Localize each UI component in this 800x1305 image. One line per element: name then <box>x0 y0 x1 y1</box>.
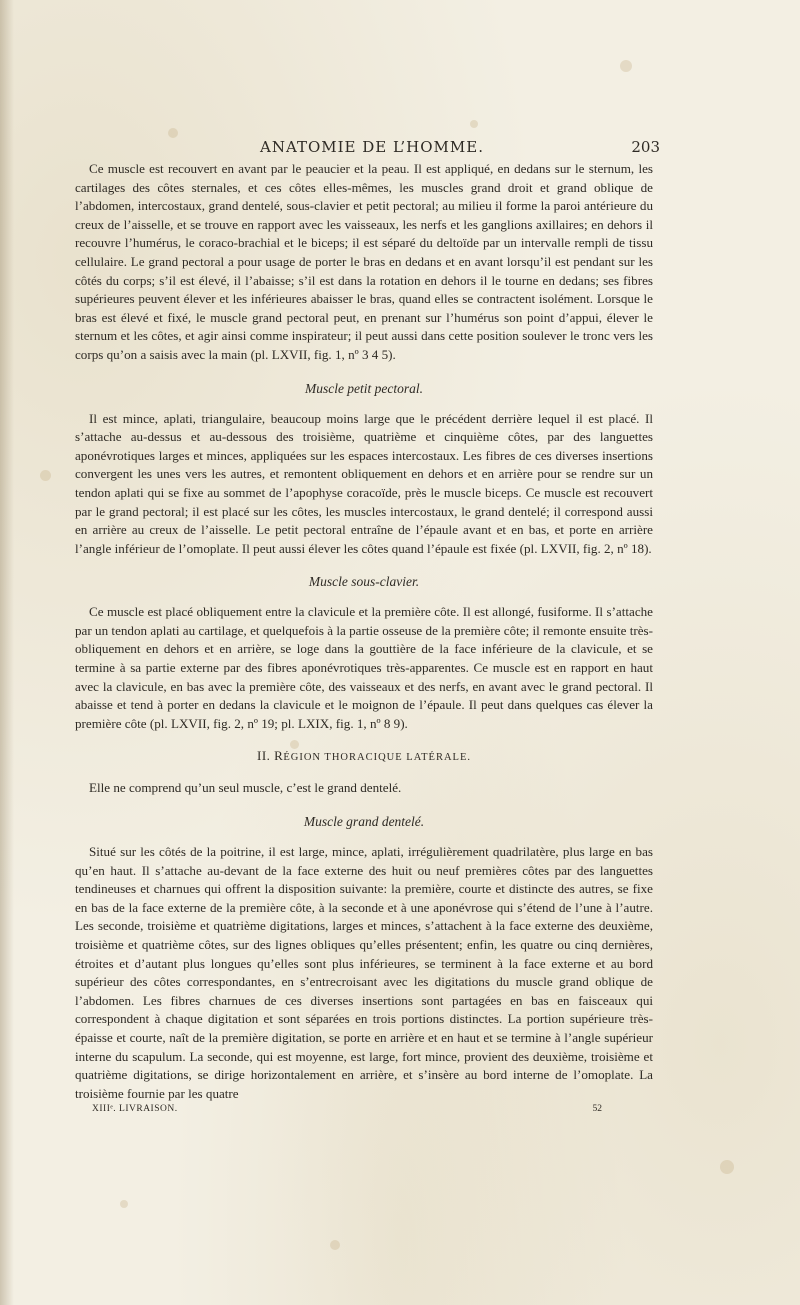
paragraph-petit-pectoral: Il est mince, aplati, triangulaire, beaucoup moins large que le précédent derrière lequel il est placé. Il s’attache au-dessus et au-dessous des troisième, quatrième et cinquième côtes, par des languettes aponévrotiques larges et minces, appliquées sur les espaces intercostaux. Les fibres de ces diverses insertions convergent les unes vers les autres, et remontent obliquement en dehors et en arrière pour se rendre sur un tendon aplati qui se fixe au sommet de l’apophyse coracoïde, près le muscle biceps. Ce muscle est recouvert par le grand pectoral; il est placé sur les côtes, les muscles intercostaux, le grand dentelé; il correspond aussi en arrière au creux de l’aisselle. Le petit pectoral entraîne de l’épaule avant et en bas, et porte en arrière l’angle inférieur de l’omoplate. Il peut aussi élever les côtes quand l’épaule est fixée (pl. LXVII, fig. 2, nº 18). <box>75 410 653 556</box>
livraison-mark: XIIIᵉ. LIVRAISON. <box>92 1104 178 1114</box>
signature-mark: 52 <box>592 1104 602 1114</box>
heading-region-smallcaps: ÉGION THORACIQUE LATÉRALE. <box>283 752 471 764</box>
paragraph-grand-pectoral-relations: Ce muscle est recouvert en avant par le peaucier et la peau. Il est appliqué, en dedans sur le sternum, les cartilages des côtes sternales, et ces côtes elles-mêmes, les muscles grand droit et grand oblique de l’abdomen, intercostaux, grand dentelé, sous-clavier et petit pectoral; au milieu il forme la paroi antérieure du creux de l’aisselle, et se trouve en rapport avec les vaisseaux, les nerfs et les ganglions axillaires; en dehors il recouvre l’humérus, le coraco-brachial et le biceps; il est séparé du deltoïde par un intervalle rempli de tissu cellulaire. Le grand pectoral a pour usage de porter le bras en dedans et en avant lorsqu’il est pendant sur les côtés du corps; s’il est élevé, il l’abaisse; s’il est dans la rotation en dehors il le tourne en dedans; ses fibres supérieures peuvent élever et les inférieures abaisser le bras, quand elles se contractent isolément. Lorsque le bras est élevé et fixé, le muscle grand pectoral peut, en prenant sur l’humérus son point d’appui, élever le sternum et les côtes, et agir ainsi comme inspirateur; il peut aussi dans cette position soulever le tronc vers les corps qu’on a saisis avec la main (pl. LXVII, fig. 1, nº 3 4 5). <box>75 161 653 362</box>
heading-petit-pectoral: Muscle petit pectoral. <box>304 380 424 396</box>
heading-sous-clavier: Muscle sous-clavier. <box>308 574 420 590</box>
running-title: ANATOMIE DE L’HOMME. <box>260 138 484 156</box>
foxing-spot <box>40 470 51 481</box>
foxing-spot <box>470 120 478 128</box>
foxing-spot <box>120 1200 128 1208</box>
foxing-spot <box>168 128 178 138</box>
foxing-spot <box>620 60 632 72</box>
heading-region-thoracique-laterale <box>75 747 653 767</box>
foxing-spot <box>720 1160 734 1174</box>
paragraph-region-intro: Elle ne comprend qu’un seul muscle, c’est le grand dentelé. <box>89 780 402 796</box>
main-text <box>75 160 653 1103</box>
heading-region-prefix: II. R <box>256 748 284 764</box>
page-number: 203 <box>631 138 660 156</box>
page-header <box>70 138 660 160</box>
paragraph-sous-clavier: Ce muscle est placé obliquement entre la clavicule et la première côte. Il est allongé, fusiforme. Il s’attache par un tendon aplati au cartilage, et quelquefois à la partie osseuse de la première côte; il remonte ensuite très-obliquement en dehors et en arrière, se loge dans la gouttière de la face inférieure de la clavicule, et se termine à sa partie externe par des fibres aponévrotiques très-apparentes. Ce muscle est en rapport en haut avec la clavicule, en bas avec la première côte, des vaisseaux et des nerfs, en avant avec le grand pectoral. Il abaisse et tend à porter en dedans la clavicule et le moignon de l’épaule. Il peut dans quelques cas élever la première côte (pl. LXVII, fig. 2, nº 19; pl. LXIX, fig. 1, nº 8 9). <box>75 604 653 731</box>
paragraph-grand-dentele: Situé sur les côtés de la poitrine, il est large, mince, aplati, irrégulièrement quadrilatère, plus large en bas qu’en haut. Il s’attache au-devant de la face externe des huit ou neuf premières côtes par des languettes tendineuses et charnues qui offrent la disposition suivante: la première, courte et distincte des autres, se fixe en bas de la face externe de la première côte, à la seconde et à une aponévrose qui s’étend de l’une à l’autre. Les seconde, troisième et quatrième digitations, larges et minces, s’attachent à la face externe des deuxième, troisième et quatrième côtes, sur des lignes obliques qu’elles présentent; enfin, les quatre ou cinq dernières, étroites et d’autant plus longues qu’elles sont plus inférieures, se terminent à la face externe et au bord supérieur des côtes correspondantes, en s’entrecroisant avec les digitations du muscle grand oblique de l’abdomen. Les fibres charnues de ces diverses insertions sont partagées en bas en faisceaux qui correspondent à chaque digitation et sont séparées en trois portions distinctes. La portion supérieure très-épaisse et courte, naît de la première digitation, se porte en arrière et en haut et se termine à l’angle supérieur interne du scapulum. La seconde, qui est moyenne, est large, fort mince, provient des deuxième, troisième et quatrième digitations, se dirige horizontalement en arrière, et s’insère au bord interne de l’omoplate. La troisième fournie par les quatre <box>75 844 653 1101</box>
page-footer <box>92 1104 602 1118</box>
heading-grand-dentele: Muscle grand dentelé. <box>303 814 425 830</box>
binding-shadow <box>0 0 14 1305</box>
foxing-spot <box>330 1240 340 1250</box>
